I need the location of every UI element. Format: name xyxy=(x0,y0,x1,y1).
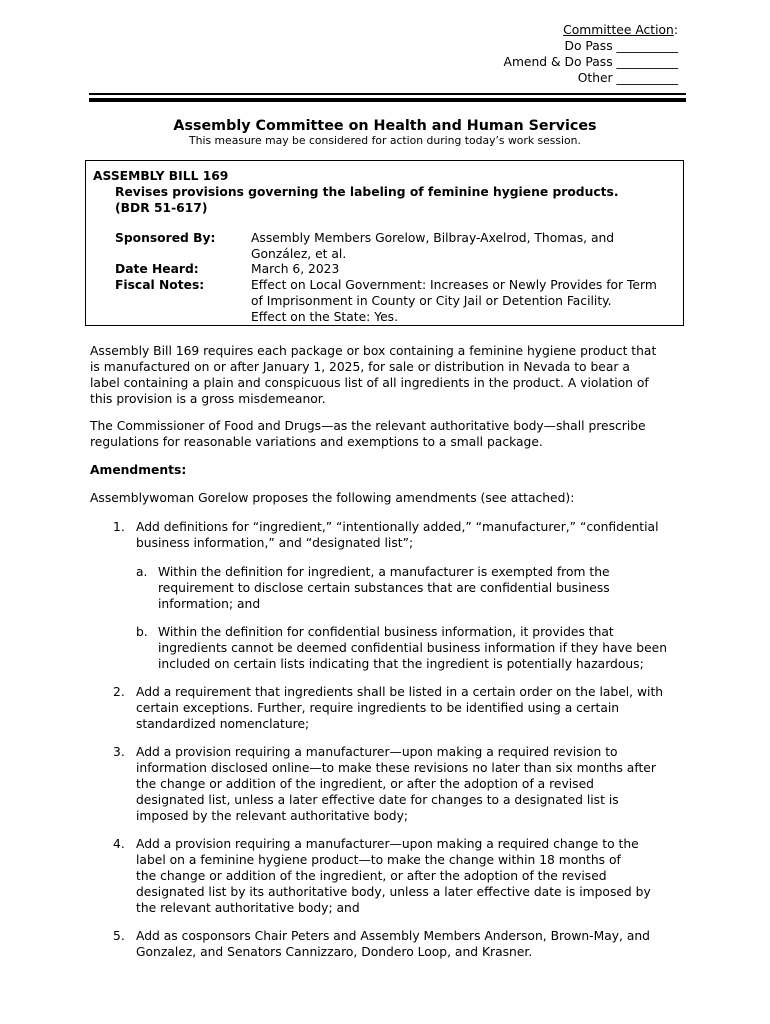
header-rule-thick xyxy=(89,98,686,102)
committee-action-block xyxy=(504,22,678,86)
amendment-line: included on certain lists indicating that the ingredient is potentially hazardous; xyxy=(158,657,644,671)
amendment-line: the change or addition of the ingredient, or after the adoption of a revised xyxy=(136,777,594,791)
header-rule-thin xyxy=(89,93,686,95)
amendment-line: designated list, unless a later effective date for changes to a designated list is xyxy=(136,793,619,807)
bill-info-box xyxy=(85,160,684,326)
committee-action-heading xyxy=(504,22,678,38)
amendment-4-text xyxy=(136,836,688,916)
committee-action-label: Committee Action xyxy=(563,23,674,37)
amendment-2-number: 2. xyxy=(113,685,125,699)
bill-number: ASSEMBLY BILL 169 xyxy=(93,169,229,183)
amendment-1a-text xyxy=(158,564,688,612)
amendment-line: business information,” and “designated list”; xyxy=(136,536,414,550)
amendment-1-text xyxy=(136,519,688,551)
amendment-line: the relevant authoritative body; and xyxy=(136,901,360,915)
fiscal-line-2: of Imprisonment in County or City Jail or Detention Facility. xyxy=(251,294,612,308)
bill-description: Revises provisions governing the labeling of feminine hygiene products. xyxy=(115,185,619,199)
amendments-intro: Assemblywoman Gorelow proposes the following amendments (see attached): xyxy=(90,491,575,505)
other-line: Other __________ xyxy=(577,71,678,85)
amendment-line: information disclosed online—to make these revisions no later than six months after xyxy=(136,761,656,775)
amendment-line: designated list by its authoritative body, unless a later effective date is imposed by xyxy=(136,885,651,899)
amendment-line: certain exceptions. Further, require ingredients to be identified using a certain xyxy=(136,701,620,715)
amendment-line: Within the definition for ingredient, a manufacturer is exempted from the xyxy=(158,565,610,579)
summary-p2-line: regulations for reasonable variations and exemptions to a small package. xyxy=(90,435,543,449)
amendments-heading: Amendments: xyxy=(90,463,187,477)
summary-p2-line: The Commissioner of Food and Drugs—as the relevant authoritative body—shall prescribe xyxy=(90,419,646,433)
amendment-5-number: 5. xyxy=(113,929,125,943)
amendment-line: Gonzalez, and Senators Cannizzaro, Dondero Loop, and Krasner. xyxy=(136,945,533,959)
fiscal-line-1: Effect on Local Government: Increases or Newly Provides for Term xyxy=(251,278,657,292)
amendment-line: the change or addition of the ingredient, or after the adoption of the revised xyxy=(136,869,607,883)
amendment-line: Add a provision requiring a manufacturer—upon making a required revision to xyxy=(136,745,618,759)
summary-paragraph-2 xyxy=(90,418,690,450)
fiscal-notes-label: Fiscal Notes: xyxy=(115,278,205,292)
amendment-line: Add a provision requiring a manufacturer—upon making a required change to the xyxy=(136,837,639,851)
amendment-line: Within the definition for confidential business information, it provides that xyxy=(158,625,614,639)
sponsored-line-1: Assembly Members Gorelow, Bilbray-Axelrod, Thomas, and xyxy=(251,231,615,245)
amendment-line: label on a feminine hygiene product—to make the change within 18 months of xyxy=(136,853,621,867)
summary-p1-line: is manufactured on or after January 1, 2025, for sale or distribution in Nevada to bear a xyxy=(90,360,630,374)
amendment-line: Add as cosponsors Chair Peters and Assembly Members Anderson, Brown-May, and xyxy=(136,929,650,943)
date-heard-label: Date Heard: xyxy=(115,262,199,276)
summary-p1-line: this provision is a gross misdemeanor. xyxy=(90,392,326,406)
amendment-line: information; and xyxy=(158,597,261,611)
sponsored-label: Sponsored By: xyxy=(115,231,216,245)
amendment-line: ingredients cannot be deemed confidential business information if they have been xyxy=(158,641,667,655)
amendment-line: imposed by the relevant authoritative body; xyxy=(136,809,409,823)
sponsored-value xyxy=(251,230,681,262)
committee-action-colon: : xyxy=(673,23,678,37)
fiscal-notes-value xyxy=(251,277,681,325)
amendment-1b-letter: b. xyxy=(136,625,148,639)
amend-do-pass-line: Amend & Do Pass __________ xyxy=(503,55,678,69)
summary-p1-line: label containing a plain and conspicuous list of all ingredients in the product. A violation of xyxy=(90,376,649,390)
amendment-1-number: 1. xyxy=(113,520,125,534)
amendment-5-text xyxy=(136,928,688,960)
amendment-line: Add a requirement that ingredients shall be listed in a certain order on the label, with xyxy=(136,685,664,699)
amendment-line: requirement to disclose certain substances that are confidential business xyxy=(158,581,610,595)
summary-paragraph-1 xyxy=(90,343,690,407)
do-pass-line: Do Pass __________ xyxy=(564,39,678,53)
sponsored-line-2: González, et al. xyxy=(251,247,347,261)
page-title: Assembly Committee on Health and Human Services xyxy=(173,118,597,134)
date-heard-value: March 6, 2023 xyxy=(251,262,340,276)
bill-bdr: (BDR 51-617) xyxy=(115,201,208,215)
summary-p1-line: Assembly Bill 169 requires each package or box containing a feminine hygiene product that xyxy=(90,344,657,358)
amendment-3-number: 3. xyxy=(113,745,125,759)
amendment-3-text xyxy=(136,744,688,824)
amendment-2-text xyxy=(136,684,688,732)
amendment-line: Add definitions for “ingredient,” “intentionally added,” “manufacturer,” “confidential xyxy=(136,520,659,534)
amendment-4-number: 4. xyxy=(113,837,125,851)
fiscal-line-3: Effect on the State: Yes. xyxy=(251,310,398,324)
page-subtitle: This measure may be considered for action during today’s work session. xyxy=(189,134,581,147)
amendment-1b-text xyxy=(158,624,688,672)
amendment-1a-letter: a. xyxy=(136,565,148,579)
amendment-line: standardized nomenclature; xyxy=(136,717,310,731)
